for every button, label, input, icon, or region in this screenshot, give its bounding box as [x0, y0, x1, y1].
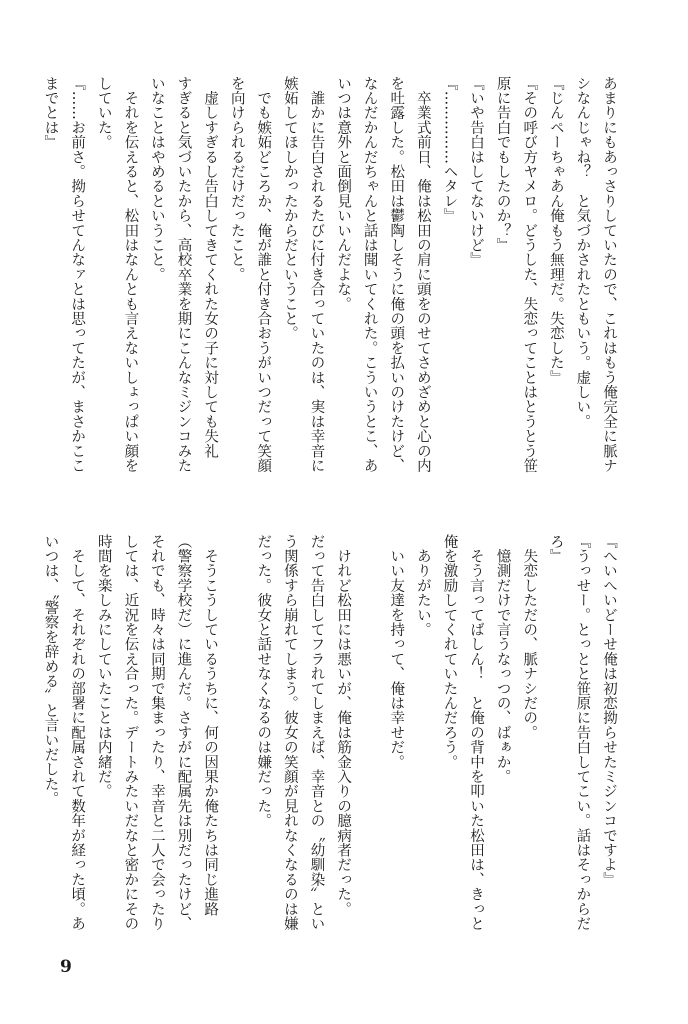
text-line: 『いや告白はしてないけど』: [468, 76, 485, 268]
text-line: 『へいへいどーせ俺は初恋拗らせたミジンコですよ』: [601, 534, 617, 887]
text-line: ありがたい。: [414, 534, 431, 637]
bottom-text-block: [42, 534, 622, 931]
text-line: 原に告白でもしたのか？』: [494, 76, 511, 253]
text-line: 失恋しただの、脈ナシだの。: [521, 534, 538, 740]
text-line: それでも、時々は同期で集まったり、幸音と二人で会ったり: [148, 534, 165, 931]
top-text-block: [42, 76, 622, 484]
text-line: シなんじゃね？ と気づかされたともいう。虚しい。: [574, 76, 591, 429]
text-line: あまりにもあっさりしていたので、これはもう俺完全に脈ナ: [601, 76, 617, 473]
text-line: なんだかんだちゃんと話は聞いてくれた。こういうとこ、あ: [361, 76, 378, 473]
text-line: 『……………ヘタレ』: [441, 76, 458, 223]
text-line: （警察学校だ）に進んだ。さすがに配属先は別だったけど、: [175, 534, 192, 931]
text-line: いつは、〝警察を辞める〟と言いだした。: [42, 534, 59, 807]
text-line: いつは意外と面倒見いいんだよな。: [335, 76, 352, 312]
text-line: 時間を楽しみにしていたことは内緒だ。: [95, 534, 112, 799]
text-line: う関係すら崩れてしまう。彼女の笑顔が見れなくなるのは嫌: [281, 534, 298, 931]
text-line: 俺を激励してくれていたんだろう。: [441, 534, 458, 770]
blank-line: [223, 534, 250, 906]
text-line: しては、近況を伝え合った。デートみたいだなと密かにその: [122, 534, 139, 931]
text-line: でも嫉妬どころか、俺が誰と付き合おうがいつだって笑顔: [255, 76, 272, 473]
text-line: そう言ってばしん！ と俺の背中を叩いた松田は、きっと: [468, 534, 485, 931]
text-line: すぎると気づいたから、高校卒業を期にこんなミジンコみた: [175, 76, 192, 473]
text-line: していた。: [95, 76, 112, 150]
text-line: 誰かに告白されるたびに付き合っていたのは、実は幸音に: [308, 76, 325, 473]
page-number: 9: [60, 957, 72, 977]
text-line: だった。彼女と話せなくなるのは嫌だった。: [255, 534, 272, 828]
blank-line: [356, 534, 383, 906]
text-line: けれど松田には悪いが、俺は筋金入りの臆病者だった。: [335, 534, 352, 917]
text-line: そして、それぞれの部署に配属されて数年が経った頃。あ: [69, 534, 86, 931]
text-line: 『じんペーちゃあん俺もう無理だ。失恋した』: [547, 76, 564, 385]
text-line: 憶測だけで言うなっつの、ばぁか。: [494, 534, 511, 784]
text-line: 嫉妬してほしかったからだということ。: [281, 76, 298, 341]
text-line: 卒業式前日、俺は松田の肩に頭をのせてさめざめと心の内: [414, 76, 431, 473]
text-line: 虚しすぎるし告白してきてくれた女の子に対しても失礼: [202, 76, 219, 459]
text-line: 『……お前さ。拗らせてんなァとは思ってたが、まさかここ: [69, 76, 86, 473]
text-line: だって告白してフラれてしまえば、幸音との〝幼馴染〟とい: [308, 534, 325, 931]
text-line: を吐露した。松田は鬱陶しそうに俺の頭を払いのけたけど、: [388, 76, 405, 473]
text-line: 『うっせー。とっとと笹原に告白してこい。話はそっからだ: [574, 534, 591, 931]
text-line: それを伝えると、松田はなんとも言えないしょっぱい顔を: [122, 76, 139, 473]
text-line: ろ』: [547, 534, 564, 564]
text-line: いなことはやめるということ。: [148, 76, 165, 282]
text-line: までとは』: [42, 76, 59, 150]
text-line: いい友達を持って、俺は幸せだ。: [388, 534, 405, 770]
text-line: 『その呼び方ヤメロ。どうした、失恋ってことはとうとう笹: [521, 76, 538, 473]
text-line: そうこうしているうちに、何の因果か俺たちは同じ進路: [202, 534, 219, 917]
text-line: を向けられるだけだったこと。: [228, 76, 245, 282]
